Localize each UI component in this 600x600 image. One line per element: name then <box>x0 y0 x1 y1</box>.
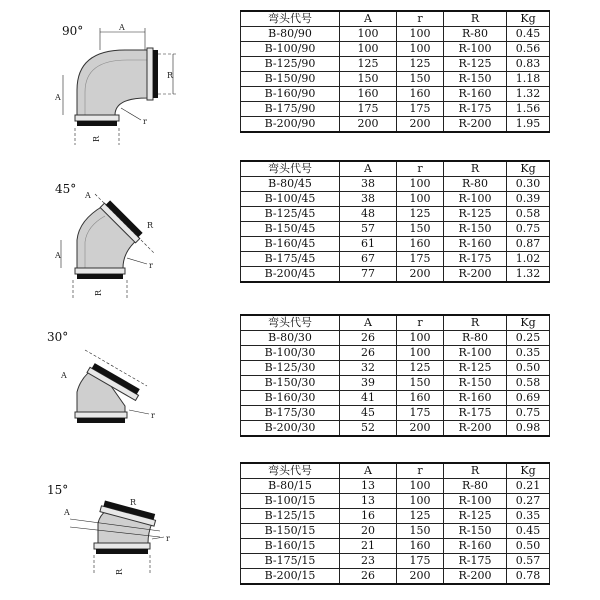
table-row: B-200/30 52 200 R-200 0.98 <box>241 421 550 437</box>
table-row: B-150/45 57 150 R-150 0.75 <box>241 222 550 237</box>
table-row: B-200/45 77 200 R-200 1.32 <box>241 267 550 283</box>
table-header-row: 弯头代号 A r R Kg <box>241 11 550 27</box>
table-row: B-160/15 21 160 R-160 0.50 <box>241 539 550 554</box>
table-row: B-100/15 13 100 R-100 0.27 <box>241 494 550 509</box>
dim-r-label: R <box>130 498 137 507</box>
elbow-90-diagram <box>55 20 215 150</box>
angle-label: 90° <box>62 24 84 38</box>
dim-r-bottom-label: R <box>92 135 101 142</box>
table-row: B-160/30 41 160 R-160 0.69 <box>241 391 550 406</box>
table-row: B-175/30 45 175 R-175 0.75 <box>241 406 550 421</box>
table-row: B-100/45 38 100 R-100 0.39 <box>241 192 550 207</box>
table-row: B-80/30 26 100 R-80 0.25 <box>241 331 550 346</box>
table-header-row: 弯头代号 A r R Kg <box>241 463 550 479</box>
table-row: B-200/90 200 200 R-200 1.95 <box>241 117 550 133</box>
table-row: B-80/15 13 100 R-80 0.21 <box>241 479 550 494</box>
dim-a-label: A <box>119 23 125 32</box>
table-row: B-150/15 20 150 R-150 0.45 <box>241 524 550 539</box>
dim-a-label: A <box>61 371 67 380</box>
elbow-30-diagram <box>55 330 215 440</box>
table-row: B-80/45 38 100 R-80 0.30 <box>241 177 550 192</box>
dim-a-side-label: A <box>55 251 61 260</box>
dim-small-r-label: r <box>166 534 170 543</box>
table-row: B-160/45 61 160 R-160 0.87 <box>241 237 550 252</box>
dim-small-r-label: r <box>143 117 147 126</box>
elbow-15-diagram <box>60 485 220 580</box>
dim-r-label: R <box>167 71 174 80</box>
table-row: B-150/30 39 150 R-150 0.58 <box>241 376 550 391</box>
spec-table-90 <box>240 10 550 133</box>
table-row: B-175/15 23 175 R-175 0.57 <box>241 554 550 569</box>
elbow-45-diagram <box>55 180 215 305</box>
dim-r-bottom-label: R <box>115 568 124 575</box>
angle-label: 30° <box>47 330 69 344</box>
dim-a-label: A <box>85 191 91 200</box>
dim-r-label: R <box>147 221 154 230</box>
table-header-row: 弯头代号 A r R Kg <box>241 315 550 331</box>
table-row: B-100/90 100 100 R-100 0.56 <box>241 42 550 57</box>
dim-small-r-label: r <box>149 261 153 270</box>
table-row: B-125/15 16 125 R-125 0.35 <box>241 509 550 524</box>
dim-r-bottom-label: R <box>94 289 103 296</box>
dim-a-side-label: A <box>55 93 61 102</box>
table-row: B-200/15 26 200 R-200 0.78 <box>241 569 550 585</box>
spec-table-15 <box>240 462 550 585</box>
dim-small-r-label: r <box>151 411 155 420</box>
table-row: B-175/90 175 175 R-175 1.56 <box>241 102 550 117</box>
table-row: B-160/90 160 160 R-160 1.32 <box>241 87 550 102</box>
table-header-row: 弯头代号 A r R Kg <box>241 161 550 177</box>
table-row: B-125/90 125 125 R-125 0.83 <box>241 57 550 72</box>
table-row: B-80/90 100 100 R-80 0.45 <box>241 27 550 42</box>
spec-table-30 <box>240 314 550 437</box>
spec-table-45 <box>240 160 550 283</box>
table-row: B-125/45 48 125 R-125 0.58 <box>241 207 550 222</box>
angle-label: 15° <box>47 483 69 497</box>
table-row: B-100/30 26 100 R-100 0.35 <box>241 346 550 361</box>
dim-a-label: A <box>64 508 70 517</box>
table-row: B-175/45 67 175 R-175 1.02 <box>241 252 550 267</box>
table-row: B-150/90 150 150 R-150 1.18 <box>241 72 550 87</box>
angle-label: 45° <box>55 182 77 196</box>
table-row: B-125/30 32 125 R-125 0.50 <box>241 361 550 376</box>
